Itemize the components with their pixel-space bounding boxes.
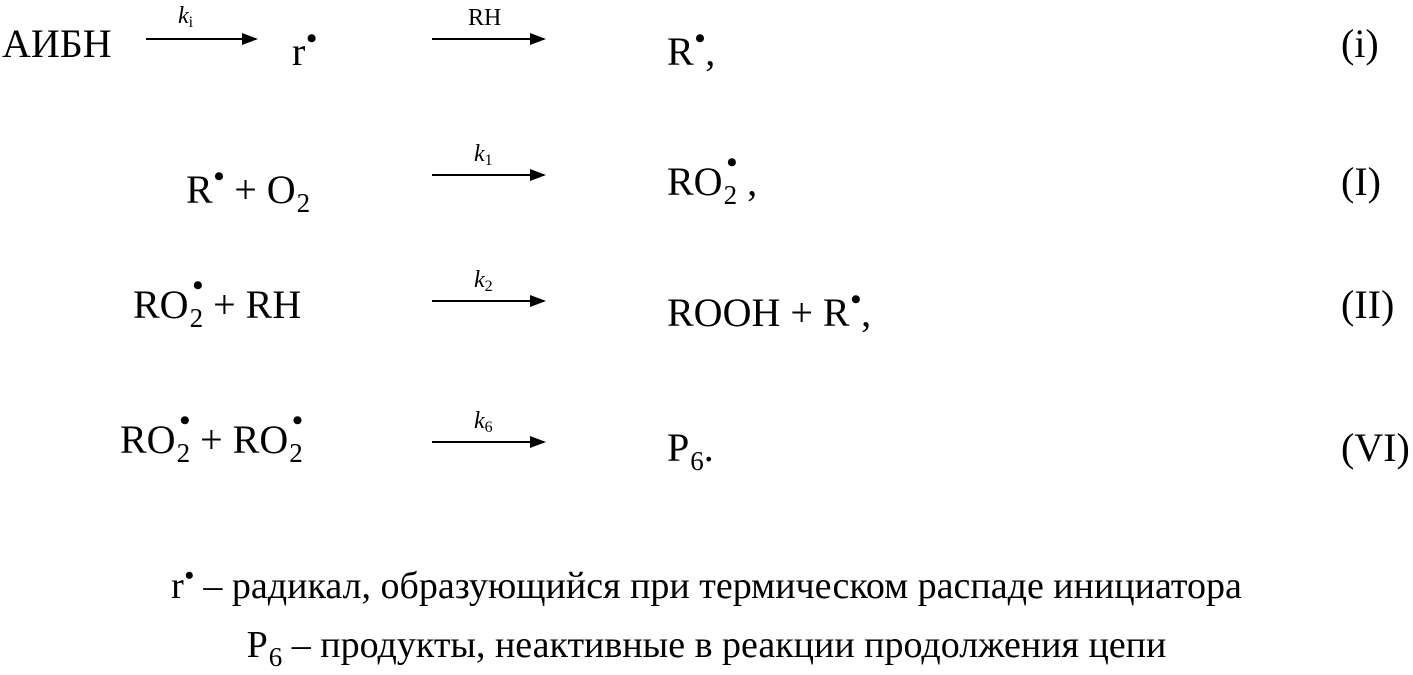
radical-dot-icon: • [694,22,706,55]
radical-dot-icon: • [306,22,317,55]
arrow-I-label: k1 [474,141,493,169]
radical-dot-icon: • [213,160,225,193]
arrow-i-2 [432,38,544,40]
arrow-II [432,300,544,302]
arrow-VI-label: k6 [474,408,493,436]
arrow-II-label: k2 [474,267,493,295]
reaction-I-number: (I) [1341,159,1381,204]
initiator-radical: r [292,29,306,74]
reaction-VI-reactants: $RO_2$ • + $RO_2$ • [120,404,303,468]
reaction-i-reactant [2,21,112,66]
radical-dot-icon: • [726,146,738,179]
reaction-I-product: $RO_2$ • , [667,146,758,210]
legend-line-products: $P_6$ – продукты, неактивные в реакции продолжения цепи [246,624,1167,672]
reaction-VI-number: (VI) [1341,425,1410,470]
aibn-label: АИБН [2,21,112,66]
radical-dot-icon: • [292,404,303,437]
radical-dot-icon: • [850,283,862,316]
arrow-I [432,174,544,176]
arrow-i-1 [146,38,256,40]
radical-dot-icon: • [184,561,194,590]
arrow-i-2-label: RH [468,5,502,31]
legend-line-radical: r• – радикал, образующийся при термическом распаде инициатора [171,561,1242,607]
reaction-II-products: ROOH + R•, [667,283,872,335]
reaction-VI-product: $P_6$. [667,425,714,476]
reaction-i-product: R•, [667,22,716,74]
reaction-II-number: (II) [1341,282,1395,327]
reaction-II-reactants: $RO_2$ • + RH [133,269,302,333]
arrow-VI [432,441,544,443]
reaction-I-reactants: $R^• + O_2$ [186,160,311,218]
reaction-i-number: (i) [1341,21,1379,66]
reaction-i-intermediate [292,24,317,72]
radical-dot-icon: • [179,404,191,437]
radical-dot-icon: • [192,269,204,302]
arrow-i-1-label: ki [178,3,194,31]
